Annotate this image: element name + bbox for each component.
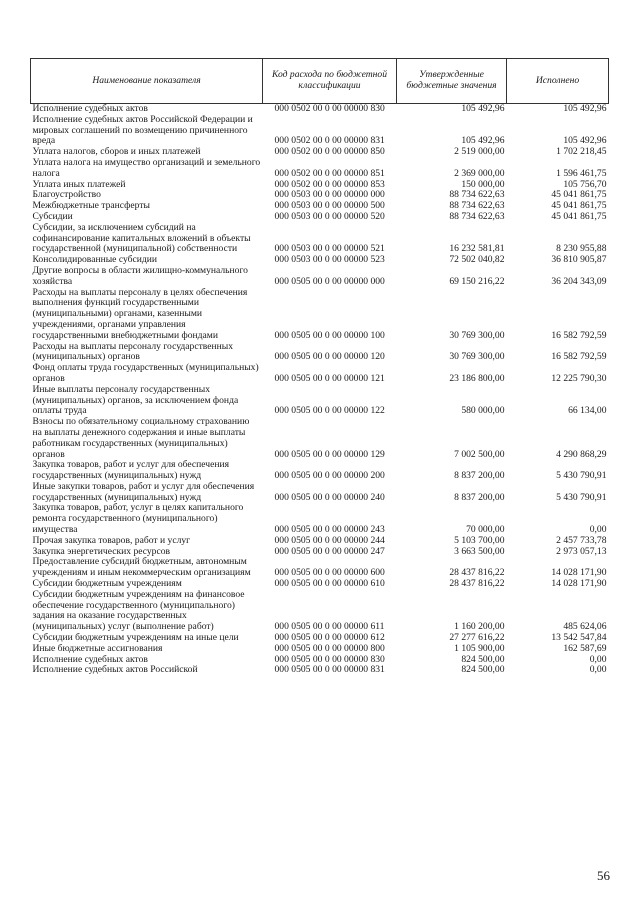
row-approved: 28 437 816,22 [449, 578, 505, 590]
row-name: Расходы на выплаты персоналу в целях обеспечения выполнения функций государственными (муниципальными) органами, казенными учреждениями, органами управления государственными внебюджетными фондами [32, 286, 248, 341]
row-executed: 485 624,06 [563, 621, 607, 633]
row-approved: 88 734 622,63 [449, 210, 505, 222]
row-approved: 3 663 500,00 [454, 545, 505, 557]
page-number: 56 [597, 868, 610, 883]
row-executed: 36 810 905,87 [551, 254, 607, 266]
row-name: Исполнение судебных актов Российской Федерации и мировых соглашений по возмещению причиненного вреда [32, 113, 253, 147]
row-code: 000 0502 00 0 00 00000 853 [274, 178, 385, 190]
row-approved: 7 002 500,00 [454, 448, 505, 460]
row-approved: 580 000,00 [461, 405, 505, 417]
row-code: 000 0503 00 0 00 00000 500 [274, 200, 385, 212]
row-executed: 105 756,70 [563, 178, 607, 190]
row-executed: 12 225 790,30 [551, 372, 607, 384]
row-executed: 14 028 171,90 [551, 578, 607, 590]
row-code: 000 0505 00 0 00 00000 240 [274, 491, 385, 503]
row-executed: 45 041 861,75 [551, 200, 607, 212]
table-row [31, 115, 609, 147]
row-executed: 2 973 057,13 [556, 545, 607, 557]
table-body [31, 104, 609, 677]
row-name: Фонд оплаты труда государственных (муниципальных) органов [32, 362, 259, 384]
row-code: 000 0502 00 0 00 00000 851 [274, 167, 385, 179]
row-code: 000 0502 00 0 00 00000 850 [274, 146, 385, 158]
row-approved: 8 837 200,00 [454, 491, 505, 503]
row-code: 000 0505 00 0 00 00000 830 [274, 653, 385, 665]
row-executed: 0,00 [589, 664, 607, 676]
table-row [31, 288, 609, 342]
row-code: 000 0505 00 0 00 00000 120 [274, 351, 385, 363]
row-name: Субсидии бюджетным учреждениям на финансовое обеспечение государственного (муниципального) задания на оказание государственных (муниципальных) услуг (выполнение работ) [32, 588, 245, 633]
row-code: 000 0505 00 0 00 00000 122 [274, 405, 385, 417]
row-approved: 88 734 622,63 [449, 189, 505, 201]
row-executed: 105 492,96 [563, 135, 607, 147]
row-name: Другие вопросы в области жилищно-коммунального хозяйства [32, 264, 248, 287]
row-approved: 150 000,00 [461, 178, 505, 190]
row-name: Консолидированные субсидии [32, 254, 158, 266]
row-name: Межбюджетные трансферты [32, 200, 150, 212]
row-name: Взносы по обязательному социальному страхованию на выплаты денежного содержания и иные выплаты работникам государственных (муниципальных) органов [32, 416, 250, 460]
row-name: Исполнение судебных актов Российской [32, 664, 198, 676]
row-executed: 36 204 343,09 [551, 275, 607, 287]
row-executed: 66 134,00 [568, 405, 607, 417]
row-approved: 1 105 900,00 [454, 642, 505, 654]
row-executed: 13 542 547,84 [551, 632, 607, 644]
row-name: Расходы на выплаты персоналу государственных (муниципальных) органов [32, 340, 234, 363]
table-row [31, 482, 609, 504]
table-row [31, 342, 609, 364]
row-name: Прочая закупка товаров, работ и услуг [32, 534, 191, 546]
row-executed: 5 430 790,91 [556, 491, 607, 503]
row-executed: 2 457 733,78 [556, 534, 607, 546]
row-code: 000 0505 00 0 00 00000 612 [274, 632, 385, 644]
row-name: Исполнение судебных актов [32, 653, 148, 665]
table-row [31, 266, 609, 288]
row-approved: 72 502 040,82 [449, 254, 505, 266]
row-approved: 30 769 300,00 [449, 329, 505, 341]
row-executed: 14 028 171,90 [551, 567, 607, 579]
row-executed: 0,00 [589, 653, 607, 665]
row-code: 000 0505 00 0 00 00000 121 [274, 372, 385, 384]
row-approved: 2 369 000,00 [454, 167, 505, 179]
row-name: Закупка товаров, работ и услуг для обеспечения государственных (муниципальных) нужд [32, 459, 230, 482]
row-code: 000 0505 00 0 00 00000 800 [274, 642, 385, 654]
row-executed: 162 587,69 [563, 642, 607, 654]
table-row [31, 363, 609, 385]
table-row [31, 158, 609, 180]
row-code: 000 0505 00 0 00 00000 000 [274, 275, 385, 287]
row-code: 000 0505 00 0 00 00000 610 [274, 578, 385, 590]
row-name: Уплата налога на имущество организаций и земельного налога [32, 156, 261, 179]
row-approved: 70 000,00 [466, 524, 505, 536]
table-row [31, 590, 609, 633]
row-executed: 105 492,96 [563, 103, 607, 114]
row-name: Уплата налогов, сборов и иных платежей [32, 146, 201, 158]
header-executed: Исполнено [507, 59, 609, 104]
row-name: Субсидии, за исключением субсидий на софинансирование капитальных вложений в объекты государственной (муниципальной) собственности [32, 221, 251, 255]
budget-execution-table [30, 58, 609, 676]
table-row [31, 417, 609, 460]
row-approved: 28 437 816,22 [449, 567, 505, 579]
row-executed: 45 041 861,75 [551, 189, 607, 201]
row-code: 000 0503 00 0 00 00000 521 [274, 243, 385, 255]
row-name: Уплата иных платежей [32, 178, 126, 190]
row-executed: 16 582 792,59 [551, 329, 607, 341]
header-name: Наименование показателя [31, 59, 263, 104]
table-row [31, 385, 609, 417]
table-header [31, 59, 609, 104]
row-code: 000 0503 00 0 00 00000 523 [274, 254, 385, 266]
row-executed: 0,00 [589, 524, 607, 536]
table-row [31, 557, 609, 579]
row-executed: 4 290 868,29 [556, 448, 607, 460]
row-executed: 16 582 792,59 [551, 351, 607, 363]
row-code: 000 0505 00 0 00 00000 611 [274, 621, 385, 633]
row-code: 000 0505 00 0 00 00000 831 [274, 664, 385, 676]
row-name: Благоустройство [32, 189, 101, 201]
row-executed: 1 702 218,45 [556, 146, 607, 158]
table-row [31, 223, 609, 255]
row-code: 000 0505 00 0 00 00000 100 [274, 329, 385, 341]
row-approved: 2 519 000,00 [454, 146, 505, 158]
row-approved: 105 492,96 [461, 135, 505, 147]
row-executed: 8 230 955,88 [556, 243, 607, 255]
row-approved: 105 492,96 [461, 103, 505, 114]
table-row [31, 503, 609, 535]
row-name: Субсидии бюджетным учреждениям на иные цели [32, 632, 239, 644]
row-executed: 1 596 461,75 [556, 167, 607, 179]
row-name: Субсидии [32, 210, 73, 222]
row-code: 000 0505 00 0 00 00000 247 [274, 545, 385, 557]
row-code: 000 0503 00 0 00 00000 520 [274, 210, 385, 222]
row-code: 000 0505 00 0 00 00000 129 [274, 448, 385, 460]
row-executed: 45 041 861,75 [551, 210, 607, 222]
row-name: Иные закупки товаров, работ и услуг для обеспечения государственных (муниципальных) нужд [32, 480, 255, 503]
row-name: Предоставление субсидий бюджетным, автономным учреждениям и иным некоммерческим организациям [32, 556, 251, 579]
row-name: Субсидии бюджетным учреждениям [32, 578, 182, 590]
row-approved: 5 103 700,00 [454, 534, 505, 546]
row-approved: 8 837 200,00 [454, 470, 505, 482]
row-code: 000 0505 00 0 00 00000 600 [274, 567, 385, 579]
row-approved: 1 160 200,00 [454, 621, 505, 633]
row-approved: 27 277 616,22 [449, 632, 505, 644]
row-code: 000 0505 00 0 00 00000 244 [274, 534, 385, 546]
header-approved: Утвержденные бюджетные значения [397, 59, 507, 104]
row-code: 000 0505 00 0 00 00000 200 [274, 470, 385, 482]
row-name: Иные выплаты персоналу государственных (муниципальных) органов, за исключением фонда оплаты труда [32, 383, 239, 417]
row-approved: 824 500,00 [461, 664, 505, 676]
row-approved: 88 734 622,63 [449, 200, 505, 212]
row-name: Иные бюджетные ассигнования [32, 642, 163, 654]
row-name: Исполнение судебных актов [32, 103, 148, 114]
row-code: 000 0503 00 0 00 00000 000 [274, 189, 385, 201]
header-code: Код расхода по бюджетной классификации [263, 59, 397, 104]
table-row [31, 460, 609, 482]
row-approved: 824 500,00 [461, 653, 505, 665]
row-name: Закупка энергетических ресурсов [32, 545, 171, 557]
row-approved: 69 150 216,22 [449, 275, 505, 287]
row-executed: 5 430 790,91 [556, 470, 607, 482]
row-code: 000 0502 00 0 00 00000 830 [274, 103, 385, 114]
row-name: Закупка товаров, работ, услуг в целях капитального ремонта государственного (муниципального) имущества [32, 502, 244, 536]
table-row [31, 665, 609, 676]
row-code: 000 0502 00 0 00 00000 831 [274, 135, 385, 147]
row-approved: 23 186 800,00 [449, 372, 505, 384]
row-approved: 30 769 300,00 [449, 351, 505, 363]
row-approved: 16 232 581,81 [449, 243, 505, 255]
row-code: 000 0505 00 0 00 00000 243 [274, 524, 385, 536]
